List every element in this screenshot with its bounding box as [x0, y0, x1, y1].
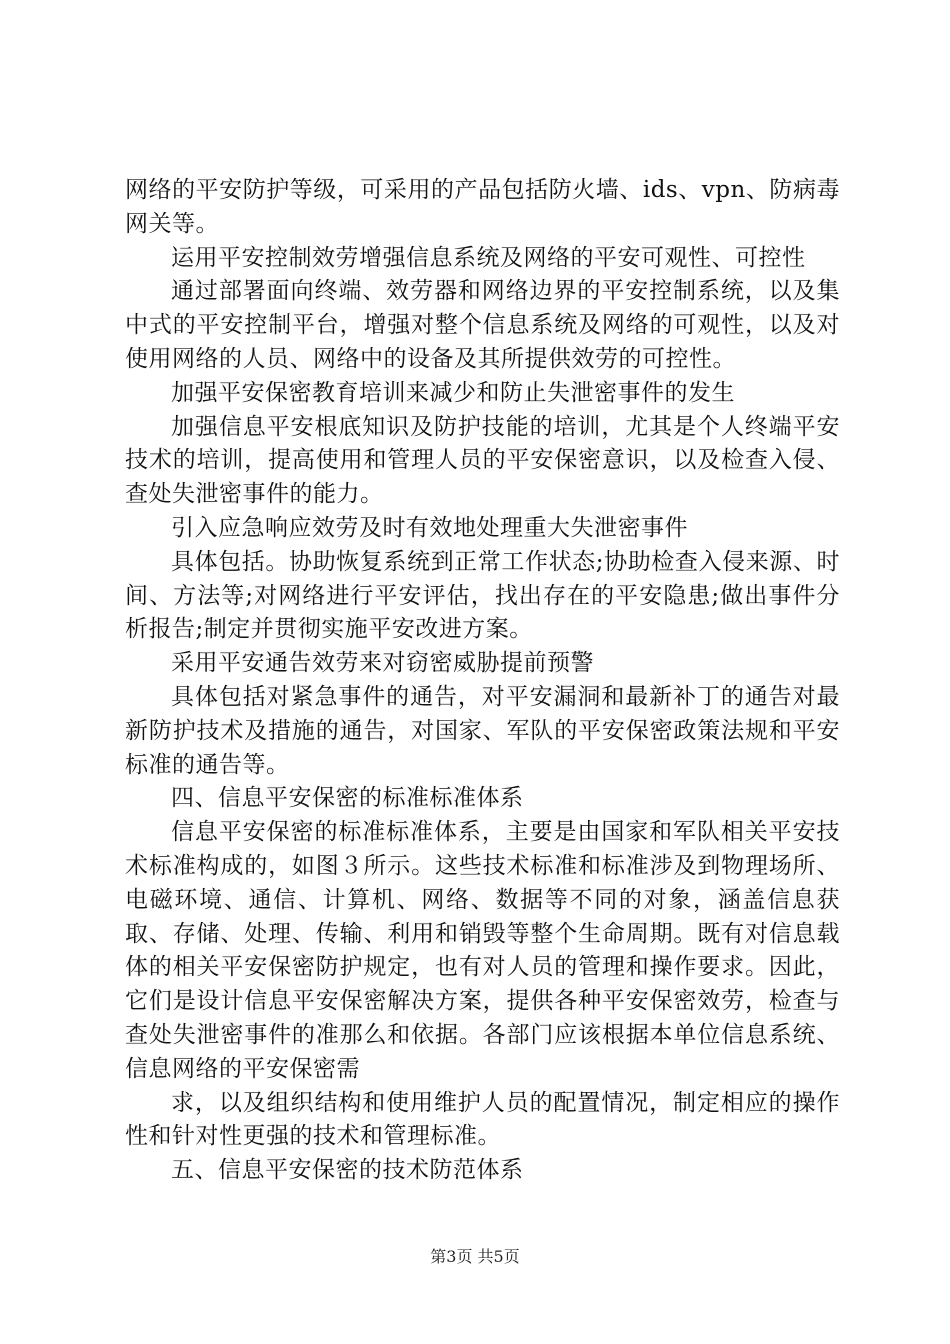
document-body	[125, 174, 840, 1188]
paragraph: 通过部署面向终端、效劳器和网络边界的平安控制系统，以及集中式的平安控制平台，增强对整个信息系统及网络的可观性，以及对使用网络的人员、网络中的设备及其所提供效劳的可控性。	[125, 278, 840, 372]
paragraph: 网络的平安防护等级，可采用的产品包括防火墙、ids、vpn、防病毒网关等。	[125, 177, 840, 237]
paragraph: 采用平安通告效劳来对窃密威胁提前预警	[171, 650, 594, 677]
paragraph: 求，以及组织结构和使用维护人员的配置情况，制定相应的操作性和针对性更强的技术和管理标准。	[125, 1089, 840, 1150]
page-number: 第3页 共5页	[430, 1247, 520, 1266]
page-footer	[0, 1244, 950, 1267]
paragraph: 信息平安保密的标准标准体系，主要是由国家和军队相关平安技术标准构成的，如图３所示。这些技术标准和标准涉及到物理场所、电磁环境、通信、计算机、网络、数据等不同的对象，涵盖信息获取、存储、处理、传输、利用和销毁等整个生命周期。既有对信息载体的相关平安保密防护规定，也有对人员的管理和操作要求。因此，它们是设计信息平安保密解决方案，提供各种平安保密效劳，检查与查处失泄密事件的准那么和依据。各部门应该根据本单位信息系统、信息网络的平安保密需	[125, 819, 840, 1082]
paragraph: 加强信息平安根底知识及防护技能的培训，尤其是个人终端平安技术的培训，提高使用和管理人员的平安保密意识，以及检查入侵、查处失泄密事件的能力。	[125, 413, 840, 508]
paragraph: 加强平安保密教育培训来减少和防止失泄密事件的发生	[171, 379, 735, 406]
paragraph: 具体包括。协助恢复系统到正常工作状态;协助检查入侵来源、时间、方法等;对网络进行平安评估，找出存在的平安隐患;做出事件分析报告;制定并贯彻实施平安改进方案。	[125, 548, 840, 643]
section-heading: 四、信息平安保密的标准标准体系	[171, 785, 524, 812]
paragraph: 运用平安控制效劳增强信息系统及网络的平安可观性、可控性	[171, 244, 806, 271]
section-heading: 五、信息平安保密的技术防范体系	[171, 1157, 524, 1184]
paragraph: 具体包括对紧急事件的通告，对平安漏洞和最新补丁的通告对最新防护技术及措施的通告，对国家、军队的平安保密政策法规和平安标准的通告等。	[125, 683, 840, 778]
paragraph: 引入应急响应效劳及时有效地处理重大失泄密事件	[171, 514, 688, 541]
